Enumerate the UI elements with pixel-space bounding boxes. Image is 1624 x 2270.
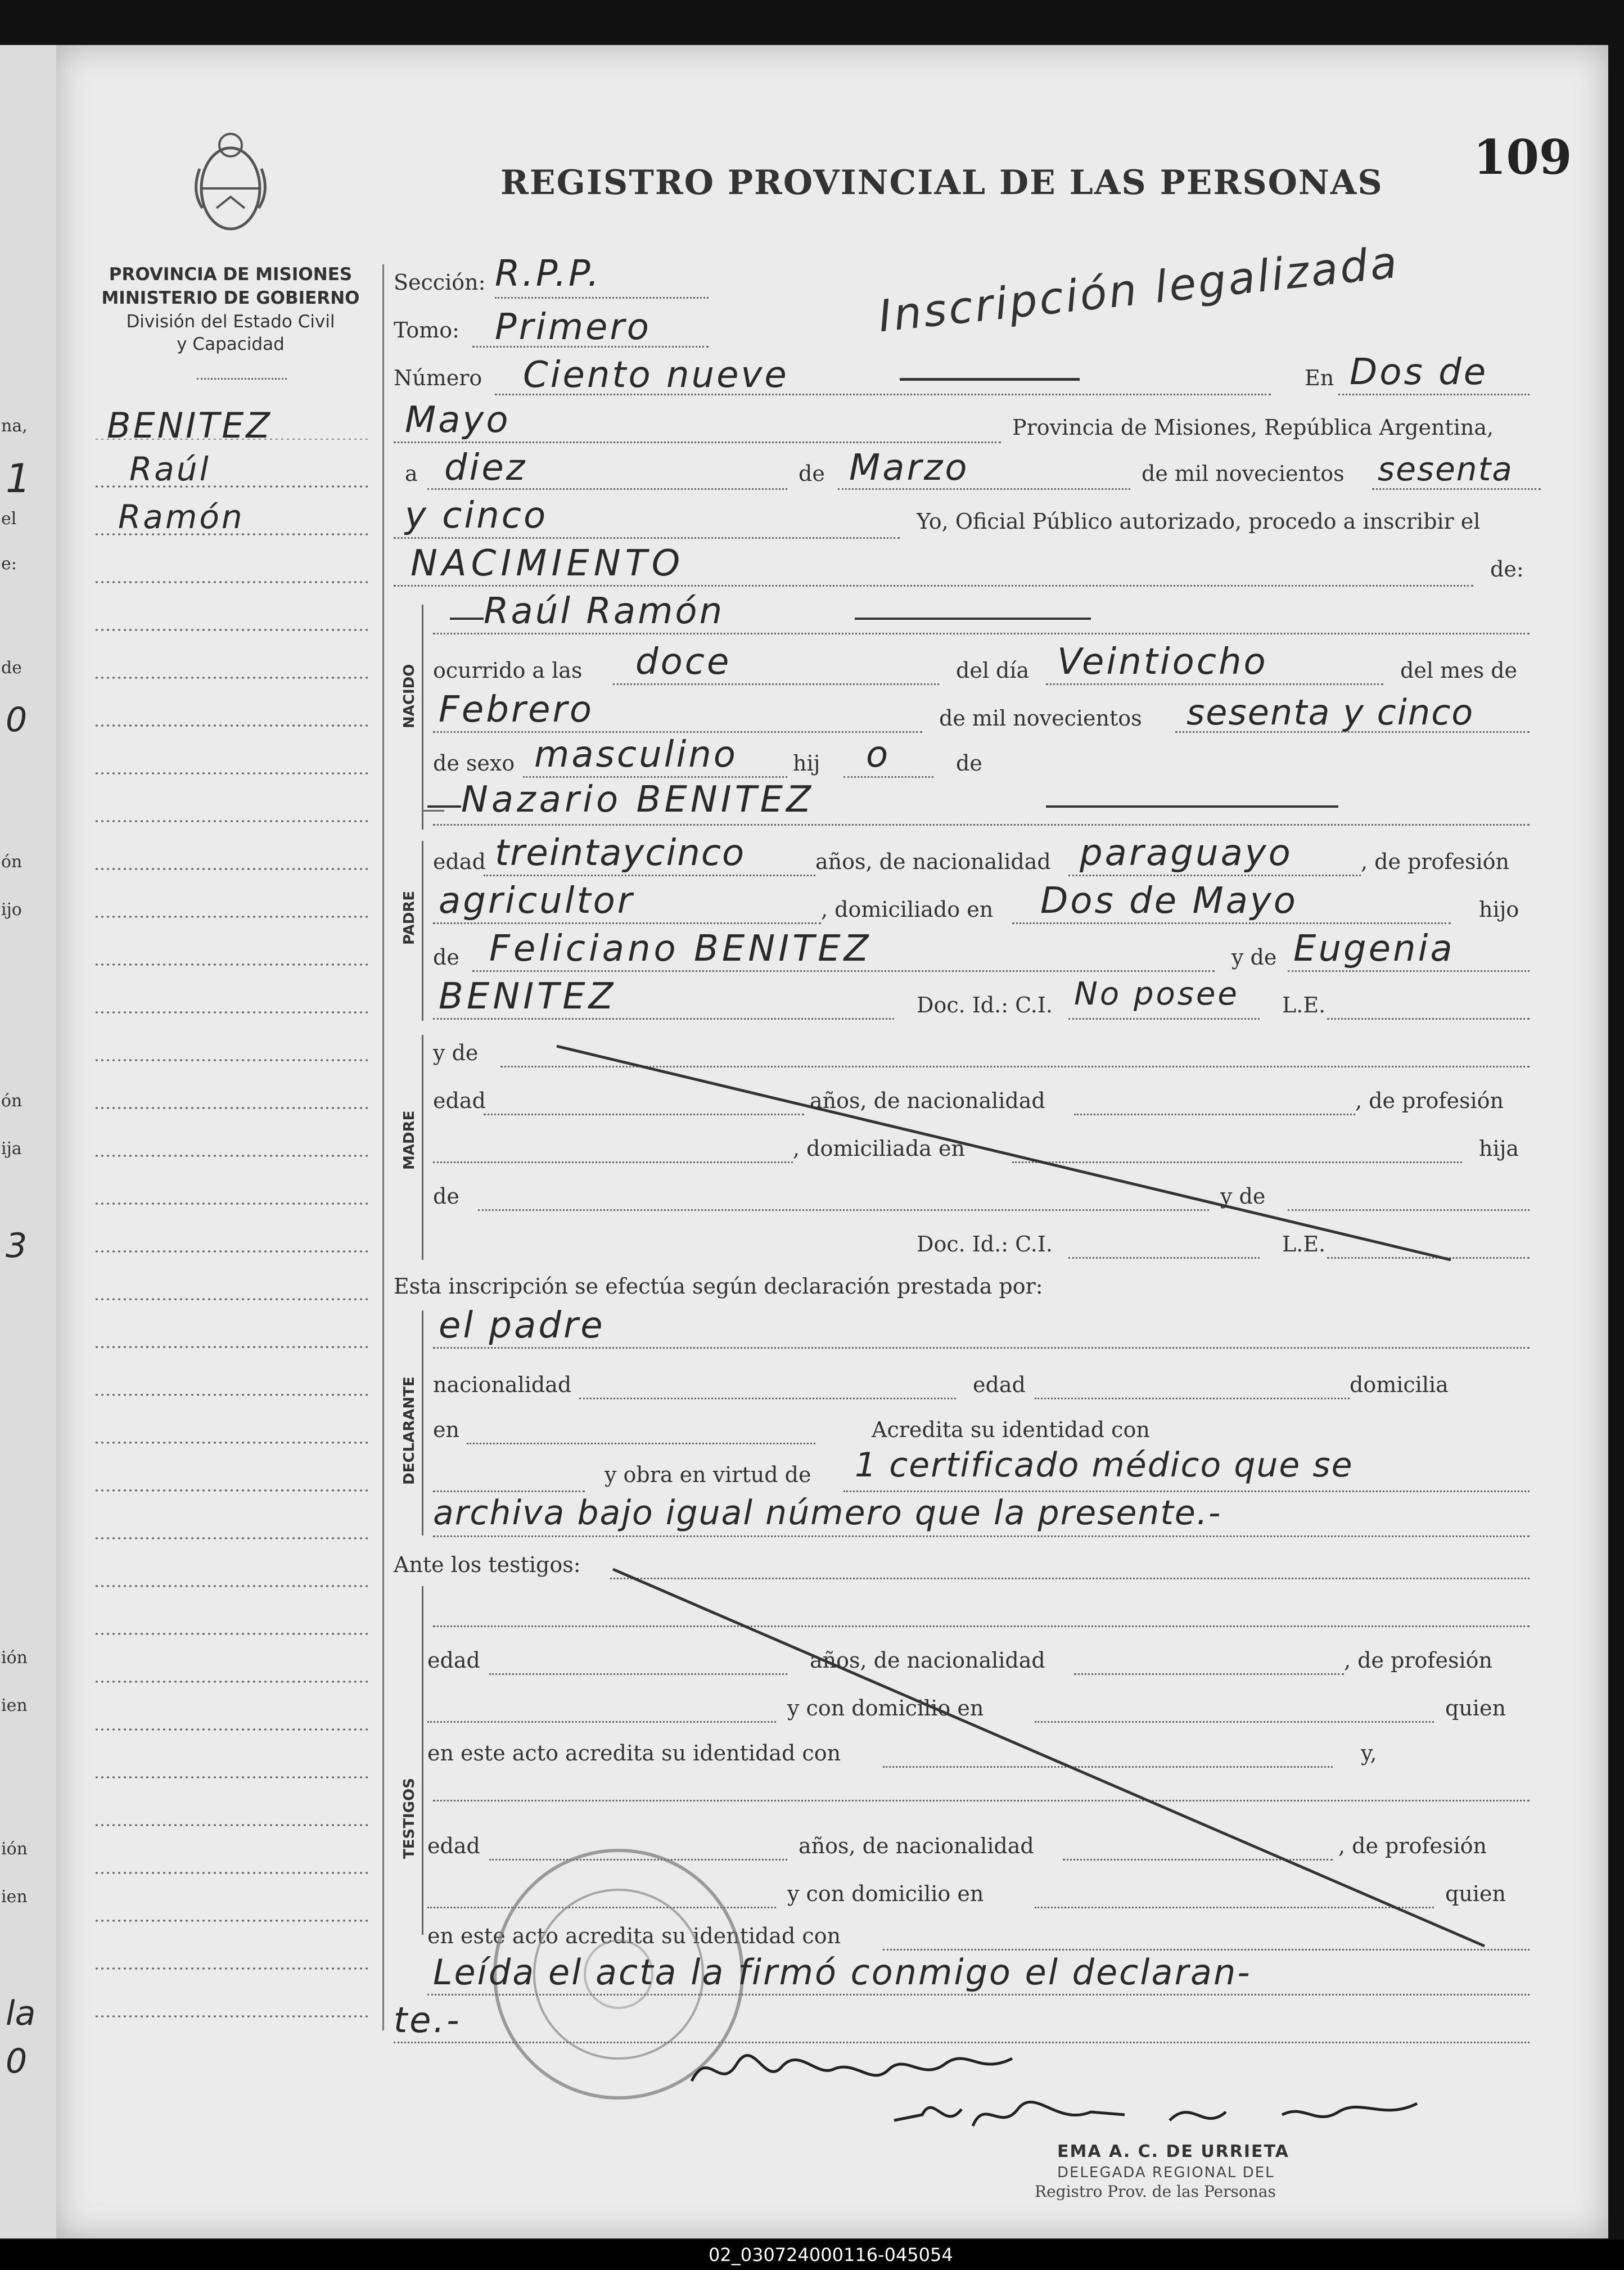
padre-name-line xyxy=(433,824,1530,826)
seccion-value: R.P.P. xyxy=(495,253,602,295)
column-divider xyxy=(382,264,384,2030)
testigo1-profesion-label: , de profesión xyxy=(1344,1648,1492,1673)
sexo-value: masculino xyxy=(534,734,738,776)
obra-label: y obra en virtud de xyxy=(605,1462,811,1487)
org-capacity: y Capacidad xyxy=(177,334,285,354)
madre-section-label: MADRE xyxy=(401,1110,418,1170)
testigos-bracket xyxy=(422,1586,423,1935)
sexo-label: de sexo xyxy=(433,751,515,776)
abuela-value-continued: BENITEZ xyxy=(439,976,617,1017)
margin-first-name: Raúl xyxy=(129,450,211,488)
edge-label: el xyxy=(1,509,17,529)
anio-line xyxy=(1372,488,1541,490)
sexo-line xyxy=(523,776,787,778)
madre-hija-label: hija xyxy=(1479,1136,1519,1161)
domicilio-line xyxy=(1012,922,1451,924)
padre-name-dash xyxy=(427,805,461,808)
abuela-value: Eugenia xyxy=(1293,928,1455,970)
hij-line xyxy=(843,776,933,778)
footer-code: 02_030724000116-045054 xyxy=(709,2244,953,2266)
obra-line-2 xyxy=(433,1535,1530,1537)
margin-lines xyxy=(96,439,377,2047)
domicilio-value: Dos de Mayo xyxy=(1040,880,1298,922)
dia-value: diez xyxy=(444,447,527,489)
tomo-value: Primero xyxy=(495,307,651,348)
hora-line xyxy=(613,683,939,685)
edad-label: edad xyxy=(433,849,486,874)
padre-name-strike xyxy=(1046,805,1338,808)
hij-suffix: o xyxy=(866,734,891,776)
nacionalidad-line xyxy=(1068,875,1361,876)
numero-strike xyxy=(900,378,1080,381)
de-colon-label: de: xyxy=(1490,557,1524,582)
testigo1-quien-label: quien xyxy=(1445,1696,1506,1720)
y-de-label: y de xyxy=(1231,945,1277,970)
nacido-name: Raúl Ramón xyxy=(484,591,725,632)
margin-second-name: Ramón xyxy=(118,498,245,536)
declarante-en-label: en xyxy=(433,1417,459,1442)
domicilia-label: domicilia xyxy=(1350,1372,1449,1397)
testigo2-acredita-label: en este acto acredita su identidad con xyxy=(427,1924,841,1948)
page-title: REGISTRO PROVINCIAL DE LAS PERSONAS xyxy=(500,163,1383,202)
testigo2-edad-label: edad xyxy=(427,1834,480,1858)
org-underline xyxy=(197,378,287,380)
del-mes-label: del mes de xyxy=(1400,658,1517,683)
tomo-label: Tomo: xyxy=(394,318,459,343)
edge-mark: 1 xyxy=(6,456,31,502)
en-value-continued: Mayo xyxy=(405,399,511,441)
declarante-name: el padre xyxy=(439,1305,605,1346)
madre-anios-label: años, de nacionalidad xyxy=(810,1088,1045,1113)
mes-line xyxy=(838,488,1130,490)
dia-line xyxy=(427,488,787,490)
official-name: EMA A. C. DE URRIETA xyxy=(1057,2142,1289,2161)
mes-value: Marzo xyxy=(849,447,969,489)
madre-edad-label: edad xyxy=(433,1088,486,1113)
official-signature xyxy=(888,2081,1428,2143)
nacido-section-label: NACIDO xyxy=(401,664,418,728)
abuela-line xyxy=(1288,970,1530,972)
madre-y-de-label: y de xyxy=(433,1041,479,1065)
declarante-edad-line xyxy=(1035,1398,1350,1399)
nacido-name-dash xyxy=(450,618,484,620)
anio-nacido-line xyxy=(1175,731,1530,733)
abuelo-line xyxy=(472,970,1215,972)
doc-label: Doc. Id.: C.I. xyxy=(917,993,1053,1017)
acto-line xyxy=(394,585,1473,587)
en-value: Dos de xyxy=(1350,352,1488,393)
testigo2-domicilio-label: y con domicilio en xyxy=(787,1881,984,1906)
anios-label: años, de nacionalidad xyxy=(815,849,1051,874)
testigo1-acredita-label: en este acto acredita su identidad con xyxy=(427,1741,841,1765)
edge-label: de xyxy=(1,658,22,678)
official-title-1: DELEGADA REGIONAL DEL xyxy=(1057,2164,1275,2181)
cierre-text: Leída el acta la firmó conmigo el declaran- xyxy=(433,1952,1252,1993)
nacionalidad-value: paraguayo xyxy=(1080,832,1293,874)
madre-de-label: de xyxy=(433,1184,459,1209)
abuelo-value: Feliciano BENITEZ xyxy=(489,928,872,970)
padre-bracket xyxy=(422,841,423,1021)
madre-profesion-label: , de profesión xyxy=(1355,1088,1504,1113)
edge-mark: 0 xyxy=(6,700,28,740)
official-title-2: Registro Prov. de las Personas xyxy=(1035,2182,1276,2201)
acto-value: NACIMIENTO xyxy=(410,543,685,584)
padre-de-label: de xyxy=(433,945,459,970)
profesion-label: , de profesión xyxy=(1361,849,1509,874)
ante-testigos-label: Ante los testigos: xyxy=(394,1552,581,1577)
madre-le-label: L.E. xyxy=(1282,1232,1326,1256)
edge-label: ión xyxy=(1,1648,28,1668)
edge-mark: la xyxy=(6,1994,36,2033)
declaracion-label: Esta inscripción se efectúa según declaración prestada por: xyxy=(394,1274,1043,1299)
testigo1-edad-label: edad xyxy=(427,1648,480,1673)
seccion-label: Sección: xyxy=(394,270,486,295)
declarante-edad-label: edad xyxy=(973,1372,1026,1397)
en-line xyxy=(1338,394,1530,395)
cierre-text-continued: te.- xyxy=(394,1999,462,2041)
legalized-annotation: Inscripción legalizada xyxy=(876,237,1402,343)
testigo1-domicilio-label: y con domicilio en xyxy=(787,1696,984,1720)
edge-label: ón xyxy=(1,852,22,872)
madre-domiciliada-label: , domiciliada en xyxy=(793,1136,965,1161)
testigo1-anios-label: años, de nacionalidad xyxy=(810,1648,1045,1673)
numero-value: Ciento nueve xyxy=(523,354,789,396)
en-label: En xyxy=(1305,366,1334,390)
edge-label: ón xyxy=(1,1091,22,1111)
mes-nacido-value: Febrero xyxy=(439,689,594,731)
tomo-line xyxy=(472,346,709,348)
edge-mark: 3 xyxy=(6,1226,28,1265)
oficial-text: Yo, Oficial Público autorizado, procedo a inscribir el xyxy=(917,509,1481,534)
padre-section-label: PADRE xyxy=(401,890,418,945)
edge-label: ija xyxy=(1,1139,22,1159)
testigo2-quien-label: quien xyxy=(1445,1881,1506,1906)
profesion-value: agricultor xyxy=(439,880,635,922)
del-dia-label: del día xyxy=(956,658,1030,683)
profesion-line xyxy=(433,922,821,924)
dia-nacido-line xyxy=(1046,683,1383,685)
testigos-section-label: TESTIGOS xyxy=(401,1778,418,1859)
doc-value: No posee xyxy=(1074,976,1239,1012)
margin-surname: BENITEZ xyxy=(107,405,272,446)
madre-bracket xyxy=(422,1035,423,1260)
a-label: a xyxy=(405,461,418,486)
cierre-line xyxy=(427,1994,1530,1996)
padre-name: Nazario BENITEZ xyxy=(461,779,814,821)
obra-value: 1 certificado médico que se xyxy=(855,1445,1354,1485)
org-province: PROVINCIA DE MISIONES xyxy=(109,264,353,285)
edge-label: na, xyxy=(1,416,28,436)
anio-nacido-value: sesenta y cinco xyxy=(1187,692,1474,733)
declarante-nacionalidad-label: nacionalidad xyxy=(433,1372,572,1397)
le-label: L.E. xyxy=(1282,993,1326,1017)
anio-line-2 xyxy=(394,537,900,539)
abuela-line-2 xyxy=(433,1018,894,1020)
edge-label: ien xyxy=(1,1887,28,1907)
hora-value: doce xyxy=(635,641,732,683)
hij-label: hij xyxy=(793,751,820,776)
mil-label: de mil novecientos xyxy=(1142,461,1345,486)
edge-label: ijo xyxy=(1,900,22,920)
edge-label: e: xyxy=(1,554,17,574)
padre-bracket-top xyxy=(422,810,444,812)
nacido-bracket xyxy=(422,605,423,830)
acredita-line xyxy=(433,1490,585,1492)
de-label: de xyxy=(799,461,825,486)
obra-value-continued: archiva bajo igual número que la presente.- xyxy=(433,1493,1222,1533)
edad-line xyxy=(484,875,815,876)
testigo1-y-label: y, xyxy=(1361,1741,1377,1765)
le-line xyxy=(1327,1018,1530,1020)
edge-mark: 0 xyxy=(6,2042,28,2081)
page-number: 109 xyxy=(1473,129,1572,185)
en-line-2 xyxy=(394,442,1001,443)
nacido-de-label: de xyxy=(956,751,982,776)
anio-value: sesenta xyxy=(1378,450,1513,488)
seccion-line xyxy=(495,297,709,299)
mes-nacido-line xyxy=(433,731,922,733)
anio-value-continued: y cinco xyxy=(405,495,548,537)
hijo-label: hijo xyxy=(1479,897,1519,922)
ocurrido-label: ocurrido a las xyxy=(433,658,583,683)
numero-label: Número xyxy=(394,366,482,390)
madre-y-de2-label: y de xyxy=(1220,1184,1266,1209)
edge-label: ien xyxy=(1,1696,28,1715)
declarante-en-line xyxy=(467,1443,815,1444)
madre-doc-label: Doc. Id.: C.I. xyxy=(917,1232,1053,1256)
edad-value: treintaycinco xyxy=(495,832,746,874)
provincia-text: Provincia de Misiones, República Argentina, xyxy=(1012,415,1494,440)
coat-of-arms-icon xyxy=(186,124,276,247)
madre-cross-out xyxy=(551,1035,1462,1271)
nacido-name-line xyxy=(433,633,1530,634)
domiciliado-label: , domiciliado en xyxy=(821,897,994,922)
mil-nacido-label: de mil novecientos xyxy=(939,706,1142,731)
edge-label: ión xyxy=(1,1839,28,1859)
obra-line xyxy=(843,1490,1530,1492)
testigo2-anios-label: años, de nacionalidad xyxy=(799,1834,1034,1858)
acredita-label: Acredita su identidad con xyxy=(872,1417,1150,1442)
org-block xyxy=(84,264,377,354)
testigo2-profesion-label: , de profesión xyxy=(1338,1834,1487,1858)
numero-line xyxy=(495,394,1271,395)
org-division: División del Estado Civil xyxy=(126,312,335,332)
declarante-nacionalidad-line xyxy=(579,1398,956,1399)
doc-line xyxy=(1068,1018,1260,1020)
declarante-bracket xyxy=(422,1310,423,1535)
dia-nacido-value: Veintiocho xyxy=(1057,641,1268,683)
declarante-name-line xyxy=(433,1347,1530,1349)
nacido-name-strike xyxy=(855,618,1091,620)
declarante-section-label: DECLARANTE xyxy=(401,1376,418,1485)
org-ministry: MINISTERIO DE GOBIERNO xyxy=(101,288,360,308)
